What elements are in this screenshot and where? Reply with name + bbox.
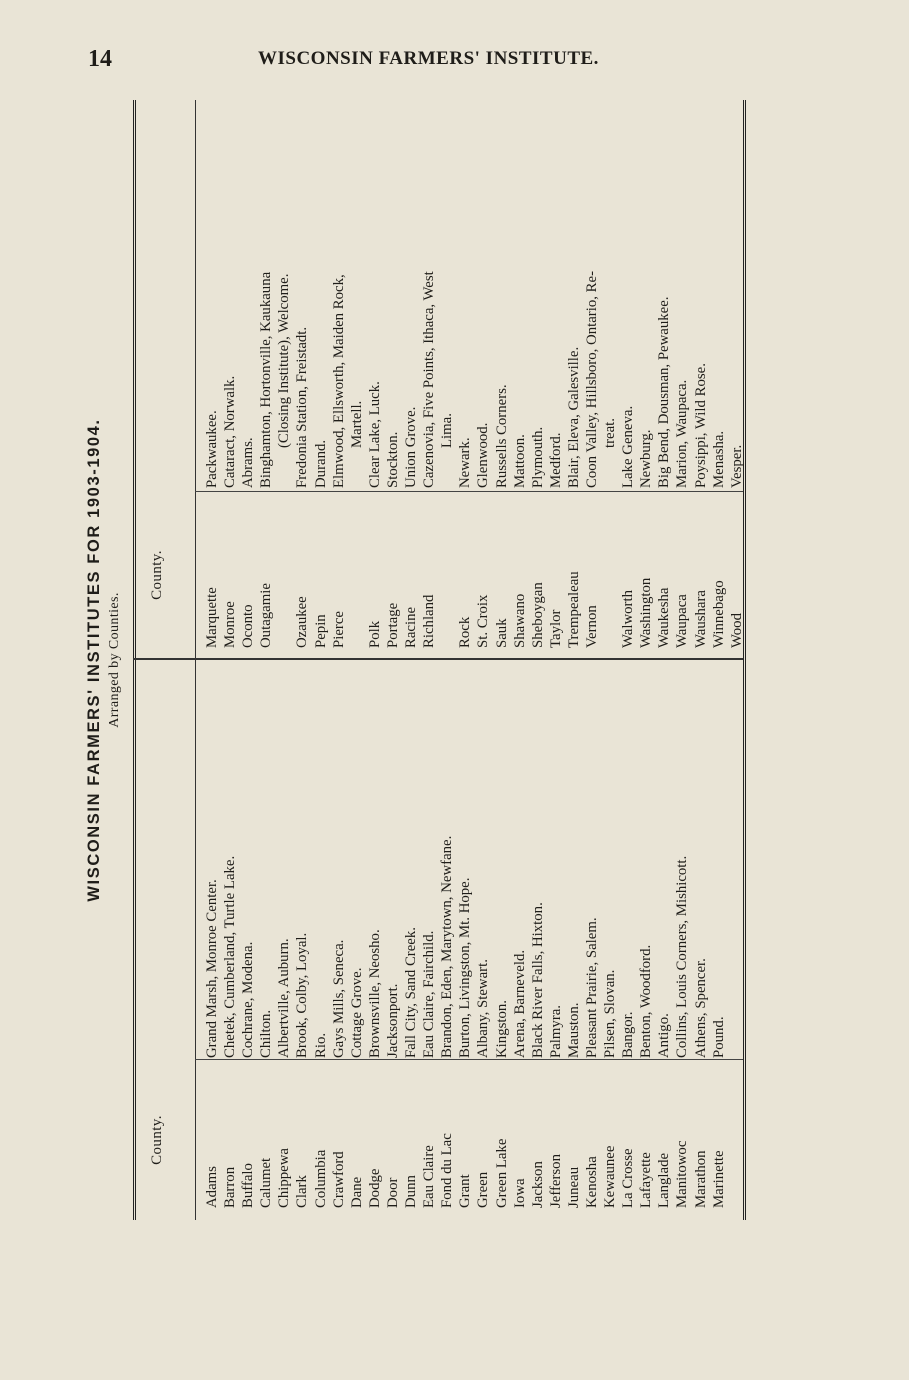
table-row [655,660,673,1208]
table-row [710,660,728,1208]
county-name: Green Lake [493,1138,510,1208]
table-row [275,660,293,1208]
institute-places: Chilton. [258,1009,275,1058]
county-name: Kenosha [583,1156,600,1208]
header-rule [195,100,196,1220]
table-row [692,660,710,1208]
table-row [438,660,456,1208]
county-name: Adams [204,1166,220,1208]
table-title: WISCONSIN FARMERS' INSTITUTES FOR 1903-1904. [85,418,103,902]
institute-places: Pilsen, Slovan. [602,969,619,1058]
table-row [348,660,366,1208]
county-name: Eau Claire [421,1145,438,1208]
left-county-list [203,660,728,1208]
table-row [257,108,275,648]
institute-places: Vesper. [728,444,745,488]
table-row [221,660,239,1208]
institute-places: Antigo. [656,1013,673,1058]
institute-places: Russells Corners. [493,384,510,488]
institute-places: Cataract, Norwalk. [222,375,239,488]
table-row [547,108,565,648]
table-row [239,108,257,648]
table-row [493,660,511,1208]
county-name: Richland [421,594,438,648]
table-row [257,660,275,1208]
table-row [692,108,710,648]
institute-places: Big Bend, Dousman, Pewaukee. [656,296,673,488]
institute-places: Fredonia Station, Freistadt. [294,326,311,488]
table-row [402,660,420,1208]
institute-places: Brook, Colby, Loyal. [294,932,311,1058]
table-row [384,660,402,1208]
institute-places: Albertville, Auburn. [276,938,293,1058]
institute-places: Mattoon. [511,434,528,488]
county-name: La Crosse [620,1148,637,1208]
county-name: Portage [384,602,401,648]
institute-places: Martell. [348,400,365,448]
county-name: Washington [638,577,655,648]
institute-places: Black River Falls, Hixton. [529,902,546,1058]
county-name: Sauk [493,618,510,648]
institute-places: Grand Marsh, Monroe Center. [204,879,220,1058]
institute-places: Clear Lake, Luck. [366,381,383,488]
table-row [203,108,221,648]
table-row-continuation [601,108,619,648]
table-row [293,660,311,1208]
institute-places: Fall City, Sand Creek. [403,927,420,1058]
county-name: Grant [457,1174,474,1208]
table-row [511,660,529,1208]
table-row [493,108,511,648]
county-name: Trempealeau [565,571,582,648]
table-row [655,108,673,648]
running-head-title: WISCONSIN FARMERS' INSTITUTE. [258,48,599,69]
institute-places: Chetek, Cumberland, Turtle Lake. [222,855,239,1058]
institute-places: Rio. [312,1032,329,1058]
county-name: Kewaunee [602,1145,619,1208]
county-name: Langlade [656,1152,673,1208]
table-row [547,660,565,1208]
institute-places: Benton, Woodford. [638,944,655,1058]
county-name: Calumet [258,1157,275,1208]
table-row [619,108,637,648]
institute-places: Union Grove. [403,406,420,488]
institute-places: Palmyra. [547,1004,564,1058]
county-name: Juneau [565,1166,582,1208]
table-row [673,108,691,648]
county-name: Sheboygan [529,582,546,648]
county-name: Winnebago [710,580,727,648]
institute-places: Newark. [457,437,474,488]
county-name: Barron [222,1166,239,1208]
institute-places: Athens, Spencer. [692,958,709,1058]
running-head [78,46,838,76]
table-row [330,108,348,648]
institute-places: Blair, Eleva, Galesville. [565,346,582,488]
institute-places: Medford. [547,432,564,488]
table-row [366,108,384,648]
institute-places: Packwaukee. [204,410,220,488]
top-rule [133,100,136,1220]
institute-places: Bangor. [620,1011,637,1058]
institute-places: Stockton. [384,431,401,488]
county-name: Manitowoc [674,1140,691,1208]
institute-places: Albany, Stewart. [475,959,492,1058]
institute-places: Cochrane, Modena. [240,941,257,1058]
institute-places: Brandon, Eden, Marytown, Newfane. [439,835,456,1058]
table-row [529,108,547,648]
county-name: Ozaukee [294,596,311,648]
table-row [474,660,492,1208]
county-name: Taylor [547,609,564,648]
county-name: Marathon [692,1150,709,1208]
table-subtitle: Arranged by Counties. [107,592,122,728]
institute-places: Cazenovia, Five Points, Ithaca, West [421,271,438,488]
county-name: Dodge [366,1168,383,1208]
county-name: Shawano [511,593,528,648]
county-name: Marquette [204,587,220,648]
county-name: Rock [457,616,474,648]
county-name: Walworth [620,590,637,648]
institute-places: Abrams. [240,437,257,488]
institute-places: Glenwood. [475,422,492,488]
institute-places: Collins, Louis Corners, Mishicott. [674,855,691,1058]
institute-places: Plymouth. [529,426,546,488]
table-row [366,660,384,1208]
table-row [330,660,348,1208]
county-name: Vernon [583,605,600,648]
county-name: Jackson [529,1161,546,1208]
county-name: Outagamie [258,583,275,648]
county-name: Dane [348,1176,365,1208]
county-name: Marinette [710,1150,727,1208]
right-county-heading: County. [149,550,165,600]
table-row [583,660,601,1208]
institute-places: Durand. [312,439,329,488]
institute-places: (Closing Institute), Welcome. [276,273,293,448]
county-name: Iowa [511,1178,528,1208]
county-name: Buffalo [240,1163,257,1208]
table-row [312,108,330,648]
institute-places: Poysippi, Wild Rose. [692,363,709,488]
county-name: Racine [403,606,420,648]
institute-places: Lake Geneva. [620,405,637,488]
institute-places: Elmwood, Ellsworth, Maiden Rock, [330,274,347,488]
table-row [239,660,257,1208]
institute-places: Gays Mills, Seneca. [330,939,347,1058]
institute-places: treat. [602,418,619,448]
county-name: Waukesha [656,587,673,648]
county-name: Jefferson [547,1154,564,1208]
table-row [203,660,221,1208]
county-name: Pierce [330,611,347,648]
table-row-continuation [438,108,456,648]
table-row [474,108,492,648]
table-row-continuation [348,108,366,648]
table-row [402,108,420,648]
institute-places: Lima. [439,413,456,448]
table-row [673,660,691,1208]
table-row [456,108,474,648]
institute-places: Kingston. [493,1000,510,1058]
county-name: Wood [728,613,745,648]
table-row [384,108,402,648]
table-row [637,660,655,1208]
institute-places: Pleasant Prairie, Salem. [583,917,600,1058]
table-row [565,108,583,648]
institute-places: Cottage Grove. [348,967,365,1058]
institute-places: Newburg. [638,429,655,488]
table-row [710,108,728,648]
county-name: Columbia [312,1149,329,1208]
county-name: Waupaca [674,594,691,648]
table-row [565,660,583,1208]
county-name: Crawford [330,1151,347,1208]
county-name: Door [384,1177,401,1208]
table-row [583,108,601,648]
county-name: Dunn [403,1175,420,1208]
county-name: Fond du Lac [439,1133,456,1208]
table-row [529,660,547,1208]
table-row [221,108,239,648]
county-name: Waushara [692,590,709,648]
institute-places: Burton, Livingston, Mt. Hope. [457,877,474,1058]
county-name: Oconto [240,604,257,648]
institute-places: Pound. [710,1016,727,1058]
institute-places: Marion, Waupaca. [674,379,691,488]
table-row [511,108,529,648]
page-number: 14 [88,46,112,72]
table-row [619,660,637,1208]
table-row [637,108,655,648]
county-name: Green [475,1171,492,1208]
institute-places: Jacksonport. [384,983,401,1058]
institute-places: Brownsville, Neosho. [366,929,383,1058]
institute-places: Mauston. [565,1002,582,1058]
right-county-list [203,108,746,648]
table-row [293,108,311,648]
table-row [420,660,438,1208]
county-name: Polk [366,620,383,648]
rotated-table-block [85,100,805,1220]
county-name: Monroe [222,601,239,648]
county-name: St. Croix [475,594,492,648]
table-row [601,660,619,1208]
institute-places: Binghamton, Hortonville, Kaukauna [258,271,275,488]
institute-places: Arena, Barneveld. [511,949,528,1058]
county-name: Clark [294,1175,311,1208]
institute-places: Coon Valley, Hillsboro, Ontario, Re- [583,271,600,488]
county-name: Lafayette [638,1152,655,1208]
left-county-heading: County. [149,1115,165,1165]
table-row [728,108,746,648]
table-row-continuation [275,108,293,648]
county-name: Chippewa [276,1148,293,1208]
table-row [420,108,438,648]
county-name: Pepin [312,614,329,648]
institute-places: Menasha. [710,430,727,488]
table-row [456,660,474,1208]
institute-places: Eau Claire, Fairchild. [421,930,438,1058]
table-row [312,660,330,1208]
